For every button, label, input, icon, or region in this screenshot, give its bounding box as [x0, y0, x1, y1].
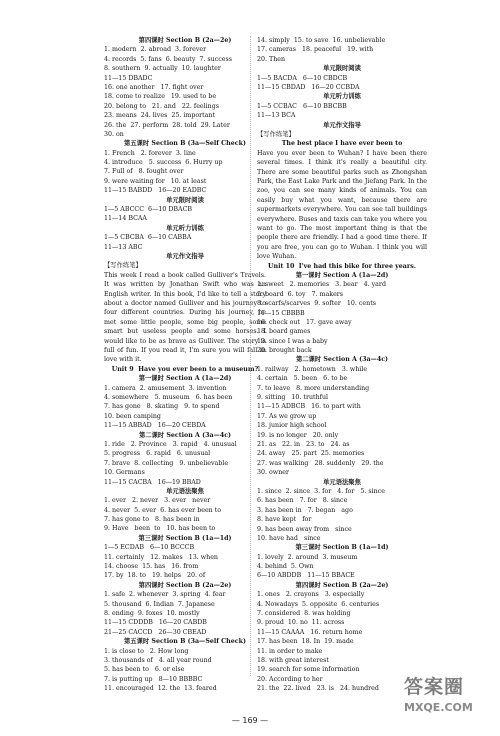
right-column [257, 36, 427, 694]
right-answer-line: 10. have had since [257, 534, 321, 542]
left-answer-line: 23. means 24. lives 25. important [104, 112, 216, 120]
left-answer-line: 30. on [104, 130, 124, 138]
left-answer-line: 5. progress 6. rapid 6. unusual [104, 450, 211, 458]
left-heading: 单元语法聚焦 [166, 487, 204, 495]
left-answer-line: 1—5 ABCCC 6—10 DBACB [104, 206, 193, 214]
right-answer-line: 11—13 BCA [257, 112, 296, 120]
left-answer-line: 1. ride 2. Province 3. rapid 4. unusual [104, 440, 237, 448]
left-heading: 第二课时 Section A (3a—4c) [138, 431, 232, 439]
left-answer-line: 21—25 CACCD 26—30 CBEAD [104, 628, 207, 636]
left-paragraph: This week I read a book called Gulliver's Travels. It was written by Jonathan Swift who was an English writer. In this book, I'd like to tell a story about a doctor named Gulliver and his journey to four different countries. During his journey, he met some little people, some big people, some smart but useless people and some horses. I would like to be as brave as Gulliver. The story is full of fun. If you read it, I'm sure you will fall in love with it. [104, 271, 266, 364]
right-answer-line: 20. brought back [257, 347, 312, 355]
right-answer-line: 9. proud 10. no 11. across [257, 619, 345, 627]
right-paragraph: Have you ever been to Wuhan? I have been there several times. I think it's really a beautiful city. There are some beautiful parks such as Zhongshan Park, the East Lake Park and the Jiefang Park. In the zoo, you can see many kinds of animals. You can easily buy what you want, because there are supermarkets everywhere. You can see tall buildings everywhere. Buses and taxis can take you where you want to go. The most important thing is that the people there are friendly. I had a good time there. If you are free, you can go to Wuhan. I think you will love Wuhan. [257, 149, 427, 261]
left-column [104, 36, 266, 694]
left-answer-line: 8. southern 9. actually 10. laughter [104, 65, 221, 73]
left-answer-line: 8. ending 9. foxes 10. mostly [104, 609, 200, 617]
left-answer-line: 11—15 DBADC [104, 74, 153, 82]
right-answer-line: 11—15 ADBCB 16. to part with [257, 403, 361, 411]
left-answer-line: 11. certainly 12. makes 13. when [104, 553, 218, 561]
left-heading: 单元作文指导 [166, 252, 204, 260]
right-answer-line: 4. certain 5. been 6. to be [257, 375, 348, 383]
left-heading: 第五课时 Section B (3a—Self Check) [124, 638, 246, 646]
right-answer-line: 11—15 CBBBB [257, 309, 305, 317]
right-answer-line: 1. lovely 2. around 3. museum [257, 553, 358, 561]
right-answer-line: 16. check out 17. gave away [257, 318, 352, 326]
left-answer-line: 7. has gone to 8. has been in [104, 516, 200, 524]
right-answer-line: 8. scarfs/scarves 9. softer 10. cents [257, 300, 376, 308]
right-answer-line: 18. board games [257, 328, 311, 336]
right-answer-line: 20. According to her [257, 675, 323, 683]
right-answer-line: 17. As we grow up [257, 412, 317, 420]
right-answer-line: 17. has been 18. In 19. made [257, 638, 354, 646]
watermark-en: MXQE.COM [404, 701, 473, 714]
watermark-logo [404, 672, 492, 728]
right-answer-line: 19. since I was a baby [257, 337, 328, 345]
left-heading: Unit 9 Have you ever been to a museum? [111, 365, 259, 373]
left-heading: 第三课时 Section B (1a—1d) [138, 534, 232, 542]
left-answer-line: 1. ever 2. never 3. ever never [104, 497, 211, 505]
right-answer-line: 7. to leave 8. more understanding [257, 384, 370, 392]
right-answer-line: 6. has been 7. for 8. since [257, 497, 348, 505]
right-answer-line: 18. junior high school [257, 422, 327, 430]
left-answer-line: 9. Have been to 10. has been to [104, 525, 216, 533]
left-heading: 第一课时 Section A (1a—2d) [138, 375, 232, 383]
left-answer-line: 【写作练笔】 [104, 262, 142, 270]
right-heading: 第二课时 Section A (3a—4c) [295, 356, 389, 364]
right-heading: The best place I have ever been to [281, 140, 403, 148]
right-answer-line: 19. search for some information [257, 666, 360, 674]
left-answer-line: 11—15 ABBAD 16—20 CEBDA [104, 422, 206, 430]
right-answer-line: 19. is no longer 20. only [257, 431, 339, 439]
left-answer-line: 4. never 5. ever 6. has ever been to [104, 506, 222, 514]
left-answer-line: 10. Germans [104, 469, 145, 477]
left-answer-line: 11—13 ABC [104, 243, 143, 251]
left-answer-line: 20. belong to 21. and 22. feelings [104, 102, 219, 110]
right-heading: 第一课时 Section A (1a—2d) [295, 271, 389, 279]
left-answer-line: 10. been camping [104, 412, 161, 420]
right-answer-line: 18. with great interest [257, 656, 329, 664]
left-heading: 第四课时 Section B (2a—2e) [138, 37, 232, 44]
right-answer-line: 30. owner [257, 469, 289, 477]
left-answer-line: 4. introduce 5. success 6. Hurry up [104, 159, 223, 167]
left-answer-line: 7. brave 8. collecting 9. unbelievable [104, 459, 229, 467]
left-answer-line: 1. modern 2. abroad 3. forever [104, 46, 207, 54]
right-answer-line: 21. the 22. lived 23. is 24. hundred [257, 685, 379, 693]
right-answer-line: 11. in order to make [257, 647, 323, 655]
left-answer-line: 11—15 CACBA 16—19 BBAD [104, 478, 201, 486]
left-answer-line: 1—5 ECDAB 6—10 BCCCB [104, 544, 195, 552]
left-answer-line: 9. were waiting for 10. at least [104, 177, 207, 185]
left-answer-line: 4. somewhere 5. museum 6. has been [104, 394, 233, 401]
left-answer-line: 7. has gone 8. skating 9. to spend [104, 403, 220, 411]
left-answer-line: 11. encouraged 12. the 13. feared [104, 685, 217, 693]
left-answer-line: 11—14 BCAA [104, 215, 147, 223]
right-heading: 单元听力训练 [323, 93, 361, 101]
right-heading: Unit 10 I've had this bike for three years. [268, 262, 416, 270]
right-answer-line: 1—5 BACDA 6—10 CBDCB [257, 74, 348, 82]
right-answer-line: 8. have kept for [257, 516, 312, 524]
right-answer-line: 1—5 CCBAC 6—10 BBCBB [257, 102, 347, 110]
right-answer-line: 17. cameras 18. peaceful 19. with [257, 46, 374, 54]
left-answer-line: 7. Full of 8. fought over [104, 168, 184, 176]
right-answer-line: 9. has been away from since [257, 525, 352, 533]
left-heading: 第五课时 Section B (3a—Self Check) [124, 140, 246, 148]
left-answer-line: 17. by 18. to 19. helps 20. of [104, 572, 206, 580]
left-answer-line: 14. choose 15. has 16. from [104, 563, 199, 571]
right-answer-line: 【写作练笔】 [257, 130, 295, 138]
right-answer-line: 1. sweet 2. memories 3. bear 4. yard [257, 281, 386, 289]
right-answer-line: 24. away 25. part 25. memories [257, 450, 365, 458]
left-answer-line: 1—5 CBCBA 6—10 CABBA [104, 234, 192, 242]
right-answer-line: 5. board 6. toy 7. makers [257, 290, 344, 298]
right-answer-line: 21. as 22. in 23. to 24. as [257, 440, 350, 448]
left-answer-line: 4. records 5. fans 6. beauty 7. success [104, 55, 232, 63]
left-answer-line: 11—15 CDDDB 16—20 CABDB [104, 619, 207, 627]
right-heading: 单元作文指导 [323, 121, 361, 129]
right-answer-line: 3. has been in 7. began ago [257, 506, 353, 514]
right-heading: 第四课时 Section B (2a—2e) [295, 581, 389, 589]
right-answer-line: 1. railway 2. hometown 3. while [257, 365, 368, 373]
left-heading: 第四课时 Section B (2a—2e) [138, 581, 232, 589]
left-answer-line: 7. is putting up 8—10 BBBBC [104, 675, 203, 683]
left-answer-line: 1. camera 2. amusement 3. invention [104, 384, 227, 392]
left-heading: 单元限时阅读 [166, 196, 204, 204]
left-answer-line: 1. safe 2. whenever 3. spring 4. fear [104, 591, 226, 599]
right-answer-line: 1. since 2. since 3. for 4. for 5. since [257, 487, 385, 495]
left-answer-line: 11—15 BABDD 16—20 EADBC [104, 187, 207, 195]
right-answer-line: 27. was walking 28. suddenly 29. the [257, 459, 384, 467]
right-answer-line: 14. simply 15. to save 16. unbelievable [257, 37, 386, 44]
left-answer-line: 18. come to realize 19. used to be [104, 93, 217, 101]
watermark-cn: 答案圈 [404, 676, 465, 698]
right-answer-line: 7. considered 8. was holding [257, 610, 351, 618]
right-heading: 第三课时 Section B (1a—1d) [295, 544, 389, 552]
right-answer-line: 20. Then [257, 55, 286, 63]
left-answer-line: 1. French 2. forever 3. line [104, 149, 196, 157]
left-answer-line: 26. the 27. perform 28. told 29. Later [104, 121, 230, 129]
right-answer-line: 4. Nowadays 5. opposite 6. centuries [257, 600, 380, 608]
right-heading: 单元语法聚焦 [323, 478, 361, 486]
left-answer-line: 3. thousands of 4. all year round [104, 656, 212, 664]
right-answer-line: 11—15 CBDAD 16—20 CCBDA [257, 83, 360, 91]
page-number: — 169 — [231, 716, 269, 725]
left-heading: 单元听力训练 [166, 224, 204, 232]
left-answer-line: 16. one another 17. fight over [104, 83, 204, 91]
column-divider [250, 36, 251, 676]
right-heading: 单元限时阅读 [323, 65, 361, 73]
right-answer-line: 1. ones 2. crayons 3. especially [257, 591, 365, 599]
left-answer-line: 1. is close to 2. How long [104, 647, 189, 655]
left-answer-line: 5. thousand 6. Indian 7. Japanese [104, 600, 215, 608]
right-answer-line: 6—10 ABDDB 11—15 BBACE [257, 572, 355, 580]
right-answer-line: 11—15 CAAAA 16. return home [257, 628, 363, 636]
left-answer-line: 5. has been to 6. or else [104, 666, 185, 674]
right-answer-line: 9. sitting 10. truthful [257, 394, 329, 402]
right-answer-line: 4. behind 5. Own [257, 563, 314, 571]
